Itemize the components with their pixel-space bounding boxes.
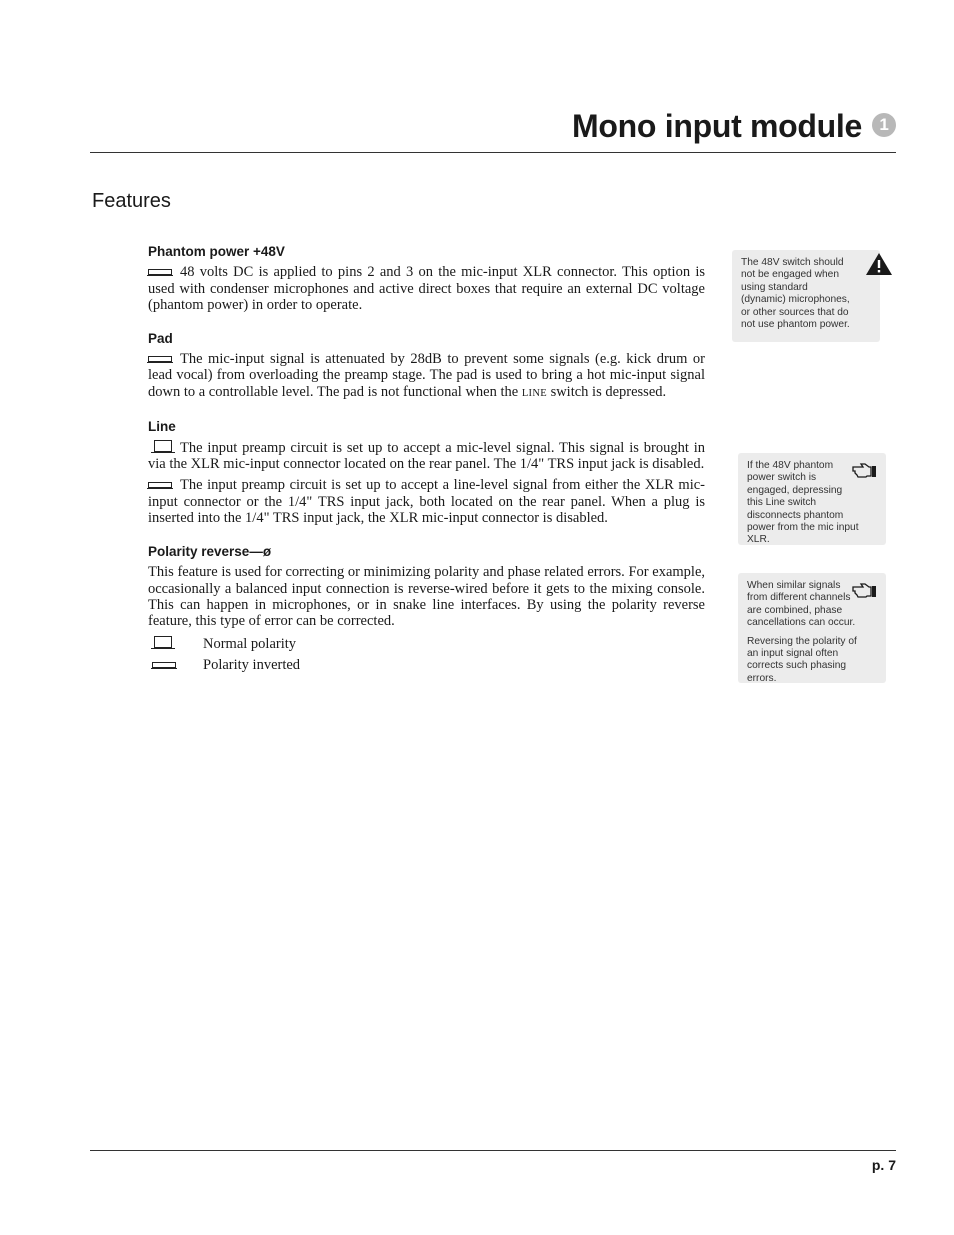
polarity-option-inverted: Polarity inverted xyxy=(148,655,705,676)
polarity-options xyxy=(148,634,705,676)
pad-heading: Pad xyxy=(148,330,173,346)
chapter-number-badge: 1 xyxy=(872,113,896,137)
line-heading: Line xyxy=(148,419,176,435)
line-up-text: The input preamp circuit is set up to accept a mic-level signal. This signal is brought in via the XLR mic-input connector located on the rear panel. The 1/4" TRS input jack is disabled. xyxy=(148,439,705,473)
warning-note: The 48V switch should not be engaged when using standard (dynamic) microphones, or other sources that do not use phantom power. xyxy=(732,250,880,342)
polarity-tip-note: When similar signals from different channels are combined, phase cancellations can occur. Reversing the polarity of an input signal often corrects such phasing errors. xyxy=(738,573,886,683)
polarity-option-normal: Normal polarity xyxy=(148,634,705,655)
phantom-power-heading: Phantom power +48V xyxy=(148,244,285,259)
page-number: p. 7 xyxy=(871,1157,896,1173)
pad-section xyxy=(148,331,705,403)
switch-up-icon xyxy=(154,636,172,648)
features-content xyxy=(148,244,705,693)
line-section xyxy=(148,419,705,526)
polarity-heading: Polarity reverse—ø xyxy=(148,543,272,559)
switch-depressed-icon xyxy=(148,356,172,362)
pointing-hand-icon xyxy=(852,582,878,602)
page-title xyxy=(572,108,896,145)
switch-depressed-icon xyxy=(148,482,172,488)
polarity-section xyxy=(148,544,705,676)
pointing-hand-icon xyxy=(852,462,878,482)
line-tip-note: If the 48V phantom power switch is engaged, depressing this Line switch disconnects phantom power from the mic input XLR. xyxy=(738,453,886,545)
line-switch-name: LINE xyxy=(521,387,547,399)
footer-rule xyxy=(90,1150,896,1151)
warning-triangle-icon xyxy=(865,252,893,280)
polarity-text: This feature is used for correcting or minimizing polarity and phase related errors. For example, occasionally a balanced input connection is reverse-wired before it gets to the mixing console. This can happen in microphones, or in snake line interfaces. By using the polarity reverse feature, this type of error can be corrected. xyxy=(148,564,705,630)
phantom-power-section xyxy=(148,244,705,314)
header-rule xyxy=(90,152,896,153)
line-down-text: The input preamp circuit is set up to accept a line-level signal from either the XLR mic-input connector or the 1/4" TRS input jack, both located on the rear panel. When a plug is inserted into the 1/4" TRS input jack, the XLR mic-input connector is disabled. xyxy=(148,477,705,527)
phantom-power-text: 48 volts DC is applied to pins 2 and 3 on the mic-input XLR connector. This option is used with condenser microphones and active direct boxes that require an external DC voltage (phantom power) in order to operate. xyxy=(148,264,705,314)
switch-depressed-icon xyxy=(148,269,172,275)
switch-up-icon xyxy=(154,440,172,452)
pad-text: The mic-input signal is attenuated by 28dB to prevent some signals (e.g. kick drum or lead vocal) from overloading the preamp stage. The pad is used to bring a hot mic-input signal down to a controllable level. The pad is not functional when the LINE switch is depressed. xyxy=(148,351,705,400)
section-heading: Features xyxy=(92,190,171,212)
switch-depressed-icon xyxy=(152,662,176,668)
page-title-text: Mono input module xyxy=(572,108,862,144)
